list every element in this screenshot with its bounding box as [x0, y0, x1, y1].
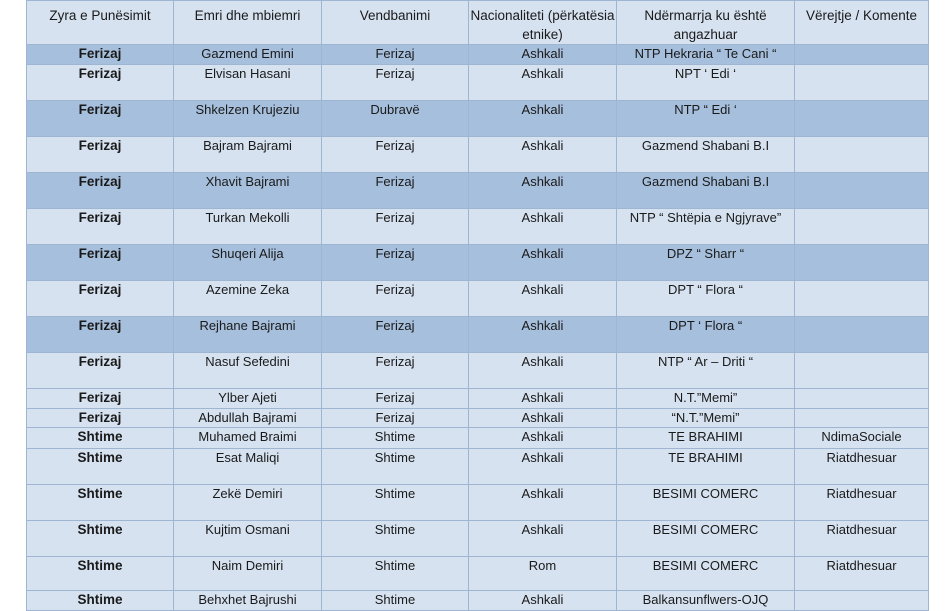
residence-cell: Shtime — [322, 521, 469, 557]
header-employer: Ndërmarrja ku është angazhuar — [617, 1, 795, 45]
office-cell: Ferizaj — [27, 137, 174, 173]
office-cell: Ferizaj — [27, 65, 174, 101]
name-cell: Shuqeri Alija — [174, 245, 322, 281]
nationality-cell: Ashkali — [469, 485, 617, 521]
residence-cell: Shtime — [322, 557, 469, 591]
office-cell: Shtime — [27, 521, 174, 557]
comment-cell — [795, 389, 929, 409]
name-cell: Esat Maliqi — [174, 449, 322, 485]
nationality-cell: Rom — [469, 557, 617, 591]
comment-cell — [795, 353, 929, 389]
table-row — [27, 591, 929, 611]
office-cell: Shtime — [27, 449, 174, 485]
employer-cell: N.T.”Memi” — [617, 389, 795, 409]
comment-cell: Riatdhesuar — [795, 449, 929, 485]
office-cell: Ferizaj — [27, 209, 174, 245]
employer-cell: BESIMI COMERC — [617, 485, 795, 521]
comment-cell — [795, 317, 929, 353]
nationality-cell: Ashkali — [469, 353, 617, 389]
table-row — [27, 281, 929, 317]
nationality-cell: Ashkali — [469, 449, 617, 485]
employer-cell: NTP “ Shtëpia e Ngjyrave” — [617, 209, 795, 245]
residence-cell: Ferizaj — [322, 317, 469, 353]
nationality-cell: Ashkali — [469, 65, 617, 101]
residence-cell: Ferizaj — [322, 137, 469, 173]
residence-cell: Shtime — [322, 591, 469, 611]
name-cell: Azemine Zeka — [174, 281, 322, 317]
employer-cell: DPT ‘ Flora “ — [617, 317, 795, 353]
office-cell: Ferizaj — [27, 353, 174, 389]
header-employment-office: Zyra e Punësimit — [27, 1, 174, 45]
residence-cell: Ferizaj — [322, 209, 469, 245]
office-cell: Ferizaj — [27, 45, 174, 65]
nationality-cell: Ashkali — [469, 101, 617, 137]
comment-cell: NdimaSociale — [795, 428, 929, 449]
residence-cell: Ferizaj — [322, 409, 469, 428]
nationality-cell: Ashkali — [469, 45, 617, 65]
table-row — [27, 557, 929, 591]
name-cell: Elvisan Hasani — [174, 65, 322, 101]
employer-cell: NTP “ Ar – Driti “ — [617, 353, 795, 389]
header-full-name: Emri dhe mbiemri — [174, 1, 322, 45]
office-cell: Ferizaj — [27, 409, 174, 428]
residence-cell: Shtime — [322, 485, 469, 521]
name-cell: Behxhet Bajrushi — [174, 591, 322, 611]
comment-cell — [795, 591, 929, 611]
residence-cell: Shtime — [322, 428, 469, 449]
comment-cell — [795, 245, 929, 281]
table-row — [27, 137, 929, 173]
table-row — [27, 409, 929, 428]
nationality-cell: Ashkali — [469, 409, 617, 428]
name-cell: Naim Demiri — [174, 557, 322, 591]
residence-cell: Dubravë — [322, 101, 469, 137]
comment-cell: Riatdhesuar — [795, 485, 929, 521]
comment-cell — [795, 101, 929, 137]
name-cell: Muhamed Braimi — [174, 428, 322, 449]
comment-cell — [795, 281, 929, 317]
employer-cell: TE BRAHIMI — [617, 449, 795, 485]
table-row — [27, 317, 929, 353]
comment-cell — [795, 65, 929, 101]
employer-cell: BESIMI COMERC — [617, 557, 795, 591]
header-nationality: Nacionaliteti (përkatësia etnike) — [469, 1, 617, 45]
name-cell: Zekë Demiri — [174, 485, 322, 521]
nationality-cell: Ashkali — [469, 137, 617, 173]
table-row — [27, 485, 929, 521]
employer-cell: NPT ‘ Edi ‘ — [617, 65, 795, 101]
office-cell: Ferizaj — [27, 101, 174, 137]
name-cell: Gazmend Emini — [174, 45, 322, 65]
employment-table — [26, 0, 929, 611]
table-row — [27, 45, 929, 65]
name-cell: Nasuf Sefedini — [174, 353, 322, 389]
name-cell: Xhavit Bajrami — [174, 173, 322, 209]
name-cell: Turkan Mekolli — [174, 209, 322, 245]
nationality-cell: Ashkali — [469, 281, 617, 317]
table-row — [27, 65, 929, 101]
employer-cell: NTP “ Edi ‘ — [617, 101, 795, 137]
employer-cell: Gazmend Shabani B.I — [617, 173, 795, 209]
table-row — [27, 173, 929, 209]
employer-cell: BESIMI COMERC — [617, 521, 795, 557]
header-row — [27, 1, 929, 45]
comment-cell: Riatdhesuar — [795, 557, 929, 591]
comment-cell — [795, 209, 929, 245]
employer-cell: TE BRAHIMI — [617, 428, 795, 449]
nationality-cell: Ashkali — [469, 521, 617, 557]
residence-cell: Shtime — [322, 449, 469, 485]
table-row — [27, 245, 929, 281]
office-cell: Ferizaj — [27, 317, 174, 353]
employer-cell: “N.T.”Memi” — [617, 409, 795, 428]
nationality-cell: Ashkali — [469, 245, 617, 281]
header-residence: Vendbanimi — [322, 1, 469, 45]
residence-cell: Ferizaj — [322, 353, 469, 389]
comment-cell — [795, 137, 929, 173]
nationality-cell: Ashkali — [469, 591, 617, 611]
residence-cell: Ferizaj — [322, 389, 469, 409]
residence-cell: Ferizaj — [322, 65, 469, 101]
office-cell: Shtime — [27, 428, 174, 449]
residence-cell: Ferizaj — [322, 173, 469, 209]
office-cell: Ferizaj — [27, 281, 174, 317]
name-cell: Bajram Bajrami — [174, 137, 322, 173]
header-comments: Vërejtje / Komente — [795, 1, 929, 45]
residence-cell: Ferizaj — [322, 45, 469, 65]
residence-cell: Ferizaj — [322, 281, 469, 317]
nationality-cell: Ashkali — [469, 209, 617, 245]
employer-cell: NTP Hekraria “ Te Cani “ — [617, 45, 795, 65]
name-cell: Abdullah Bajrami — [174, 409, 322, 428]
employer-cell: DPZ “ Sharr “ — [617, 245, 795, 281]
employer-cell: Gazmend Shabani B.I — [617, 137, 795, 173]
comment-cell — [795, 45, 929, 65]
name-cell: Ylber Ajeti — [174, 389, 322, 409]
name-cell: Kujtim Osmani — [174, 521, 322, 557]
comment-cell: Riatdhesuar — [795, 521, 929, 557]
name-cell: Rejhane Bajrami — [174, 317, 322, 353]
office-cell: Ferizaj — [27, 389, 174, 409]
comment-cell — [795, 409, 929, 428]
residence-cell: Ferizaj — [322, 245, 469, 281]
nationality-cell: Ashkali — [469, 173, 617, 209]
office-cell: Shtime — [27, 591, 174, 611]
nationality-cell: Ashkali — [469, 317, 617, 353]
office-cell: Ferizaj — [27, 173, 174, 209]
table-row — [27, 428, 929, 449]
office-cell: Shtime — [27, 485, 174, 521]
nationality-cell: Ashkali — [469, 389, 617, 409]
office-cell: Ferizaj — [27, 245, 174, 281]
comment-cell — [795, 173, 929, 209]
table-row — [27, 209, 929, 245]
name-cell: Shkelzen Krujeziu — [174, 101, 322, 137]
employer-cell: Balkansunflwers-OJQ — [617, 591, 795, 611]
nationality-cell: Ashkali — [469, 428, 617, 449]
office-cell: Shtime — [27, 557, 174, 591]
table-row — [27, 389, 929, 409]
table-row — [27, 521, 929, 557]
employer-cell: DPT “ Flora “ — [617, 281, 795, 317]
table-row — [27, 101, 929, 137]
table-row — [27, 449, 929, 485]
table-row — [27, 353, 929, 389]
